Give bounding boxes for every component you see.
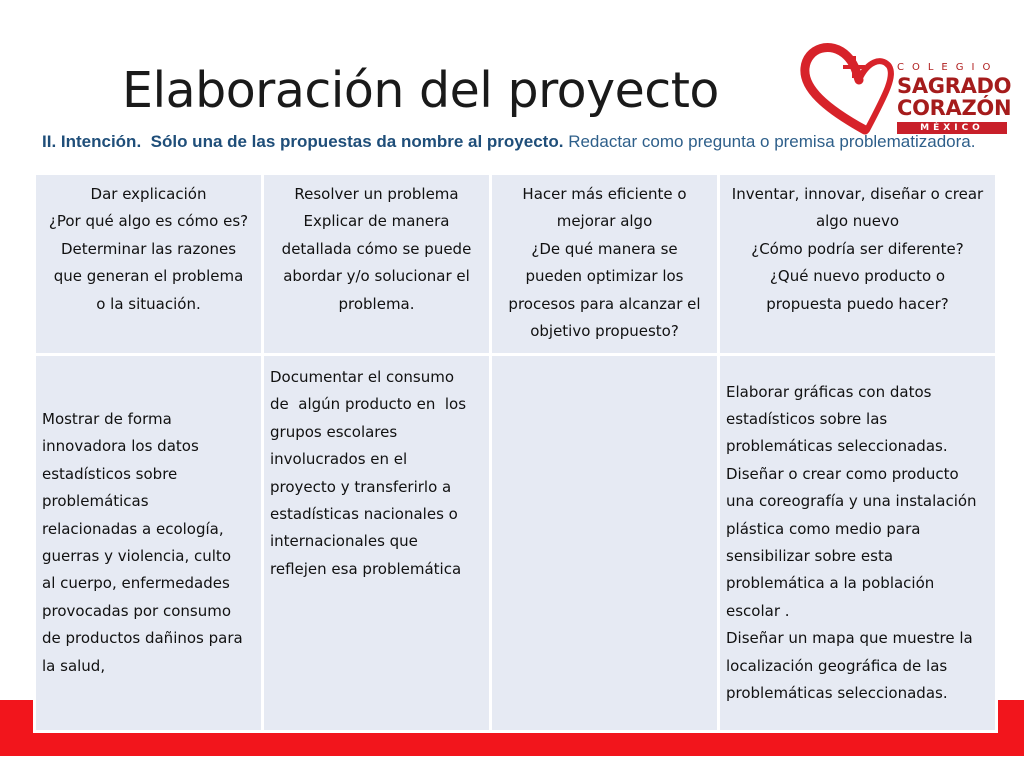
cell-text-line: Elaborar gráficas con datos bbox=[726, 382, 932, 401]
cell-text-line: problemática a la población bbox=[726, 574, 935, 593]
cell-text-line: Documentar el consumo bbox=[270, 368, 455, 386]
subtitle-instruction: Redactar como pregunta o premisa problematizadora. bbox=[568, 132, 976, 151]
cell-text-line: detallada cómo se puede bbox=[281, 239, 472, 258]
header-cell-innovate bbox=[720, 175, 995, 353]
cell-text-line: estadísticos sobre bbox=[42, 464, 178, 483]
cell-text-line: procesos para alcanzar el bbox=[508, 294, 701, 313]
body-cell-innovate bbox=[720, 356, 995, 730]
cell-text-line: problema. bbox=[338, 294, 415, 313]
cell-text-line: de productos dañinos para bbox=[42, 629, 243, 648]
cell-text-line: provocadas por consumo bbox=[42, 601, 232, 620]
cell-text-line: problemáticas seleccionadas. bbox=[726, 684, 948, 703]
cell-text-line: Explicar de manera bbox=[303, 212, 450, 231]
logo-sagrado: SAGRADO bbox=[897, 74, 1012, 98]
cell-text-line: ¿Qué nuevo producto o bbox=[769, 267, 946, 286]
intention-table bbox=[33, 172, 998, 733]
cell-text-line: Hacer más eficiente o bbox=[522, 185, 687, 203]
cell-text-line: plástica como medio para bbox=[726, 519, 921, 538]
cell-text-line: al cuerpo, enfermedades bbox=[42, 574, 230, 593]
cell-text-line: la salud, bbox=[42, 656, 106, 675]
cell-text-line: mejorar algo bbox=[556, 212, 653, 231]
cell-text-line: localización geográfica de las bbox=[726, 656, 948, 675]
body-cell-solve bbox=[264, 356, 489, 730]
cell-text-line: innovadora los datos bbox=[42, 437, 199, 456]
cell-text-line: guerras y violencia, culto bbox=[42, 547, 231, 565]
header-cell-solve bbox=[264, 175, 489, 353]
cell-text-line: abordar y/o solucionar el bbox=[283, 267, 470, 286]
cell-text-line: Diseñar un mapa que muestre la bbox=[726, 629, 973, 648]
cell-text-line: objetivo propuesto? bbox=[530, 322, 679, 341]
logo-corazon: CORAZÓN bbox=[897, 96, 1012, 120]
cell-text-line: problemáticas seleccionadas. bbox=[726, 437, 948, 456]
subtitle-section: II. Intención. bbox=[42, 132, 142, 151]
cell-text-line: o la situación. bbox=[96, 294, 201, 313]
cell-text-line: ¿De qué manera se bbox=[531, 239, 678, 258]
cell-text-line: una coreografía y una instalación bbox=[726, 492, 977, 511]
cell-text-line: de algún producto en los bbox=[270, 395, 467, 414]
cell-text-line: estadísticos sobre las bbox=[726, 409, 888, 428]
cell-text-line: sensibilizar sobre esta bbox=[726, 547, 894, 565]
table-header-row bbox=[36, 175, 995, 353]
cell-text-line: reflejen esa problemática bbox=[270, 559, 462, 578]
logo-colegio: COLEGIO bbox=[897, 62, 999, 73]
cell-text-line: proyecto y transferirlo a bbox=[270, 477, 452, 496]
subtitle-emphasis: Sólo una de las propuestas da nombre al proyecto. bbox=[150, 132, 564, 151]
cell-text-line: ¿Cómo podría ser diferente? bbox=[751, 239, 964, 258]
cell-text-line: algo nuevo bbox=[815, 212, 900, 231]
header-cell-improve bbox=[492, 175, 717, 353]
cell-text-line: Inventar, innovar, diseñar o crear bbox=[731, 185, 984, 203]
cell-text-line: grupos escolares bbox=[270, 422, 398, 441]
logo-text bbox=[897, 62, 1011, 134]
body-cell-explain bbox=[36, 356, 261, 730]
table-body-row bbox=[36, 356, 995, 730]
cell-text-line: propuesta puedo hacer? bbox=[766, 294, 949, 313]
cell-text-line: Resolver un problema bbox=[294, 185, 459, 203]
cell-text-line: que generan el problema bbox=[53, 267, 244, 286]
cell-text-line: pueden optimizar los bbox=[525, 267, 684, 286]
slide-title: Elaboración del proyecto bbox=[122, 62, 719, 119]
cell-text-line: Dar explicación bbox=[90, 185, 207, 203]
cell-text-line: involucrados en el bbox=[270, 450, 408, 469]
cell-text-line: relacionadas a ecología, bbox=[42, 519, 224, 538]
header-cell-explain bbox=[36, 175, 261, 353]
cell-text-line: ¿Por qué algo es cómo es? bbox=[48, 212, 249, 231]
cell-text-line: Mostrar de forma bbox=[42, 409, 172, 428]
intention-subtitle bbox=[42, 132, 982, 152]
cell-text-line: internacionales que bbox=[270, 532, 418, 551]
body-cell-improve bbox=[492, 356, 717, 730]
cell-text-line: Determinar las razones bbox=[60, 239, 237, 258]
cell-text-line: estadísticas nacionales o bbox=[270, 505, 458, 524]
cell-text-line: problemáticas bbox=[42, 492, 149, 511]
cell-text-line: Diseñar o crear como producto bbox=[726, 464, 959, 483]
cell-text-line: escolar . bbox=[726, 601, 790, 620]
logo-mexico: MÉXICO bbox=[897, 122, 1007, 134]
